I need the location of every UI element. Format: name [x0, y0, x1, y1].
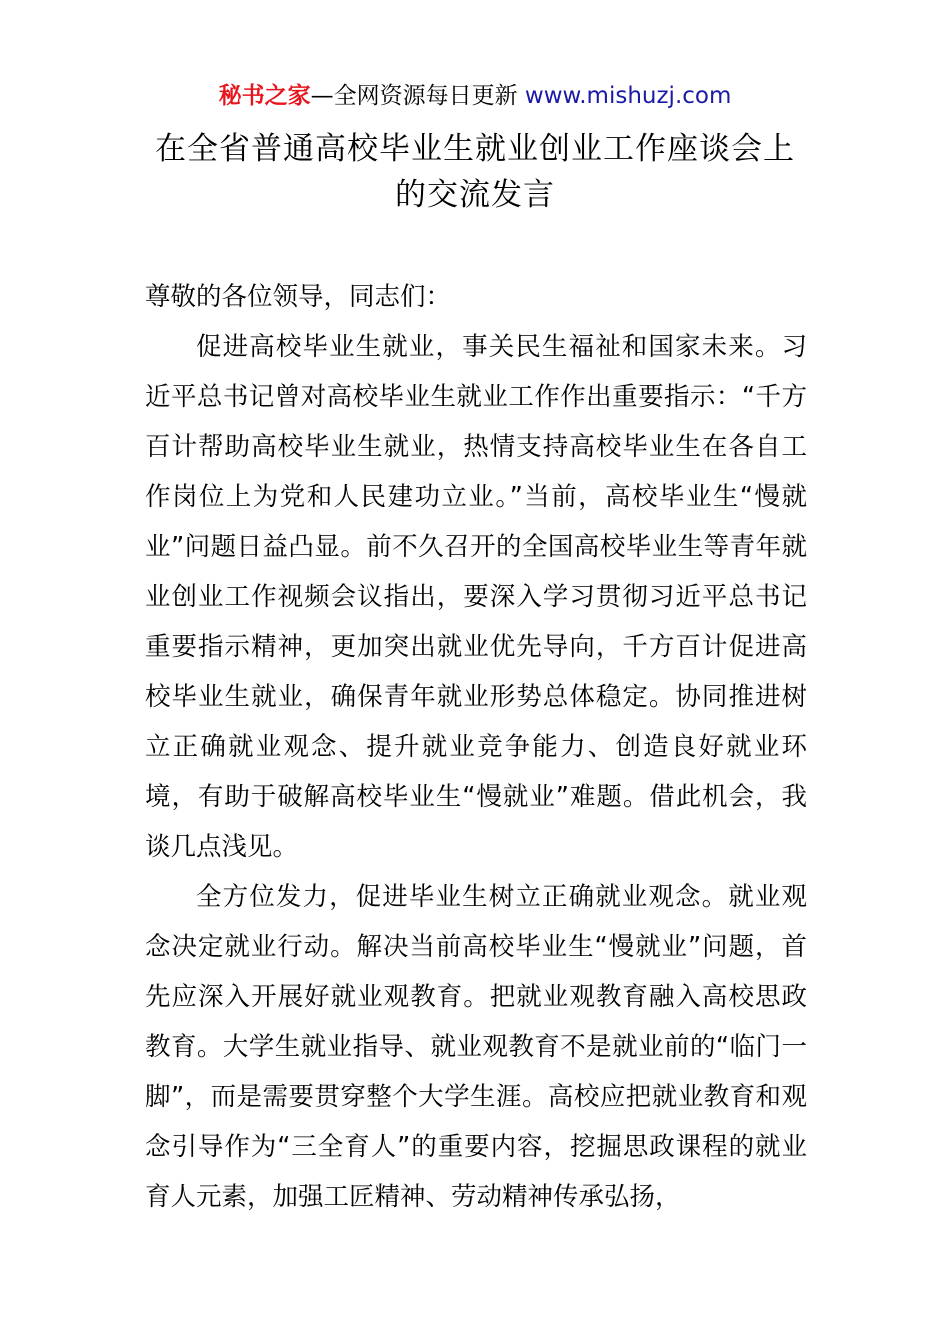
paragraph-2: 全方位发力，促进毕业生树立正确就业观念。就业观念决定就业行动。解决当前高校毕业生“慢就业”问题，首先应深入开展好就业观教育。把就业观教育融入高校思政教育。大学生就业指导、就业观教育不是就业前的“临门一脚”，而是需要贯穿整个大学生涯。高校应把就业教育和观念引导作为“三全育人”的重要内容，挖掘思政课程的就业育人元素，加强工匠精神、劳动精神传承弘扬， [145, 882, 807, 1212]
site-slogan: —全网资源每日更新 [310, 83, 518, 109]
site-header [0, 80, 950, 112]
paragraph-1: 促进高校毕业生就业，事关民生福祉和国家未来。习近平总书记曾对高校毕业生就业工作作出重要指示：“千方百计帮助高校毕业生就业，热情支持高校毕业生在各自工作岗位上为党和人民建功立业。”当前，高校毕业生“慢就业”问题日益凸显。前不久召开的全国高校毕业生等青年就业创业工作视频会议指出，要深入学习贯彻习近平总书记重要指示精神，更加突出就业优先导向，千方百计促进高校毕业生就业，确保青年就业形势总体稳定。协同推进树立正确就业观念、提升就业竞争能力、创造良好就业环境，有助于破解高校毕业生“慢就业”难题。借此机会，我谈几点浅见。 [145, 332, 807, 862]
document-title: 在全省普通高校毕业生就业创业工作座谈会上的交流发言 [155, 131, 795, 213]
site-url-link[interactable]: www.mishuzj.com [524, 83, 732, 109]
salutation: 尊敬的各位领导，同志们： [145, 282, 452, 312]
document-body [145, 272, 807, 1222]
brand-name: 秘书之家 [218, 83, 311, 109]
